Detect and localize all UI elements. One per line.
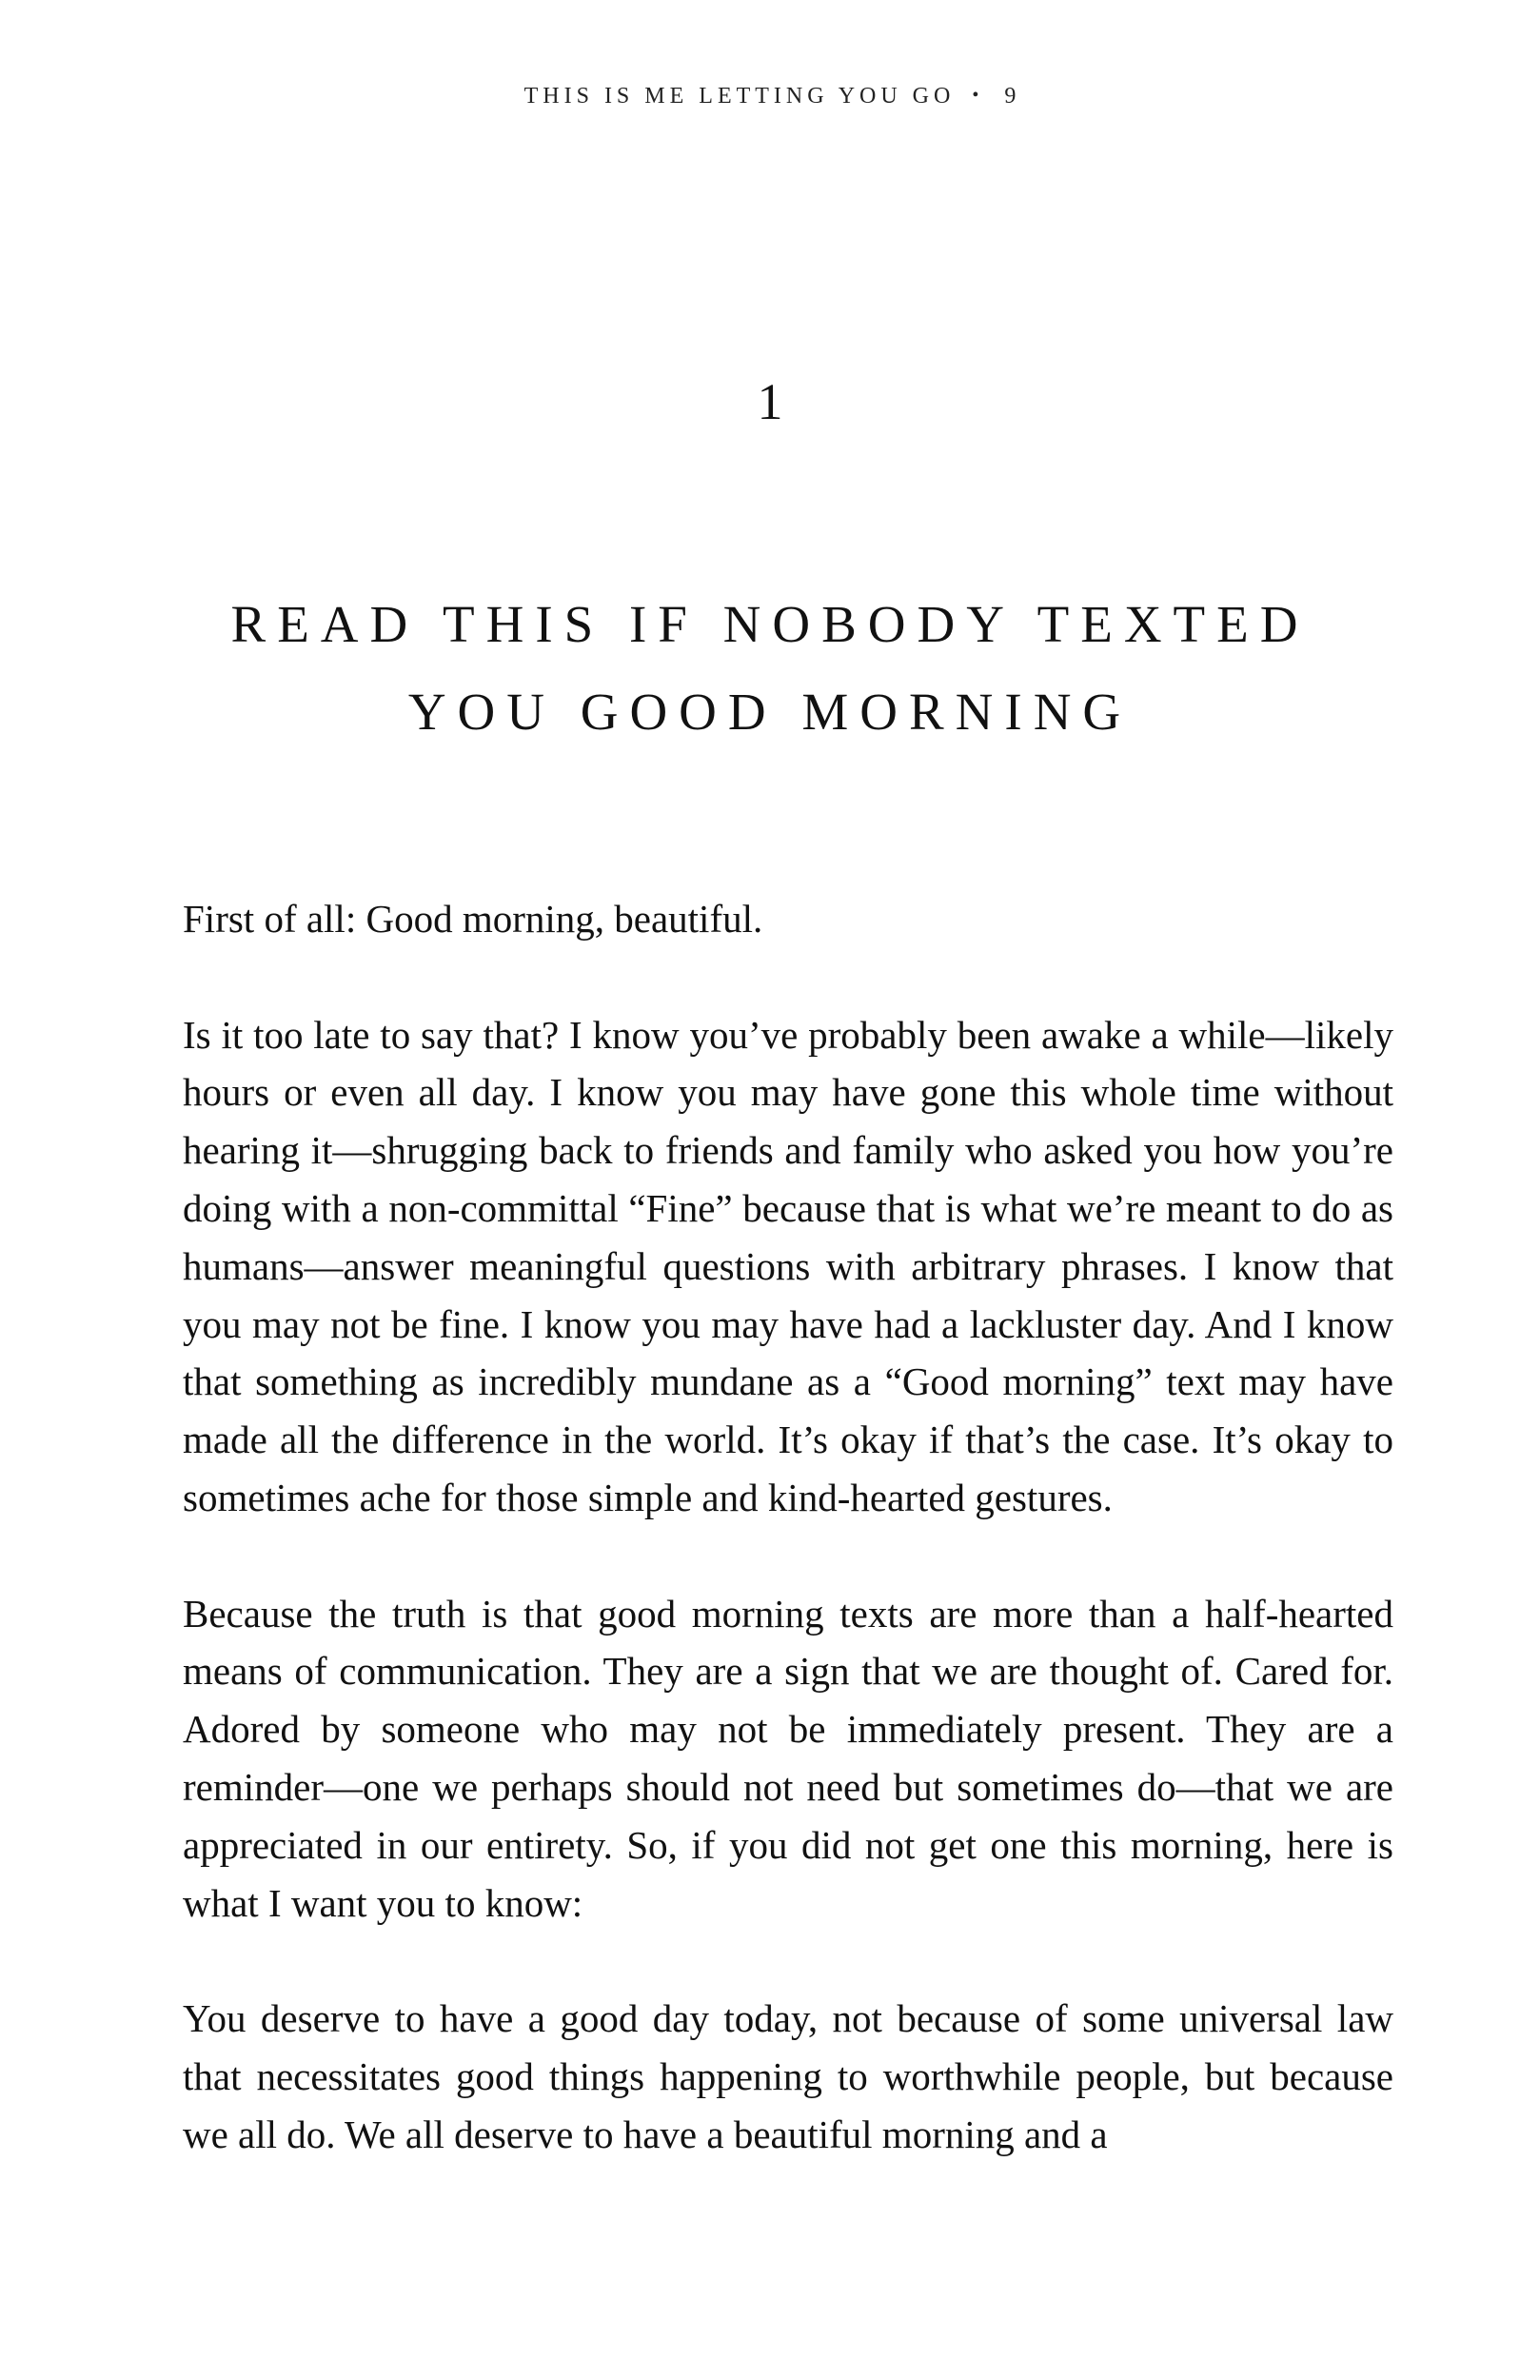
running-head-title: THIS IS ME LETTING YOU GO <box>523 84 956 109</box>
chapter-title-line-1: READ THIS IF NOBODY TEXTED <box>230 595 1310 653</box>
page-number: 9 <box>1004 84 1017 109</box>
paragraph-2: Is it too late to say that? I know you’ve probably been awake a while—likely hours or even all day. I know you may have gone this whole time without hearing it—shrugging back to friends and family who asked you how you’re doing with a non-committal “Fine” because that is what we’re meant to do as humans—answer meaningful questions with arbitrary phrases. I know that you may not be fine. I know you may have had a lackluster day. And I know that something as incredibly mundane as a “Good morning” text may have made all the difference in the world. It’s okay if that’s the case. It’s okay to sometimes ache for those simple and kind-hearted gestures. <box>183 1012 1393 1519</box>
chapter-title <box>0 581 1540 756</box>
running-head <box>0 84 1540 109</box>
paragraph-4: You deserve to have a good day today, not because of some universal law that necessitates good things happening to worthwhile people, but because we all do. We all deserve to have a beautiful morning and a <box>183 1996 1393 2156</box>
running-head-separator: • <box>972 85 984 106</box>
paragraph-1: First of all: Good morning, beautiful. <box>183 897 763 941</box>
chapter-number: 1 <box>757 373 783 430</box>
body-text <box>183 890 1393 2164</box>
paragraph-3: Because the truth is that good morning texts are more than a half-hearted means of communication. They are a sign that we are thought of. Cared for. Adored by someone who may not be immediately present. They are a reminder—one we perhaps should not need but sometimes do—that we are appreciated in our entirety. So, if you did not get one this morning, here is what I want you to know: <box>183 1591 1393 1925</box>
chapter-title-line-2: YOU GOOD MORNING <box>407 683 1133 741</box>
